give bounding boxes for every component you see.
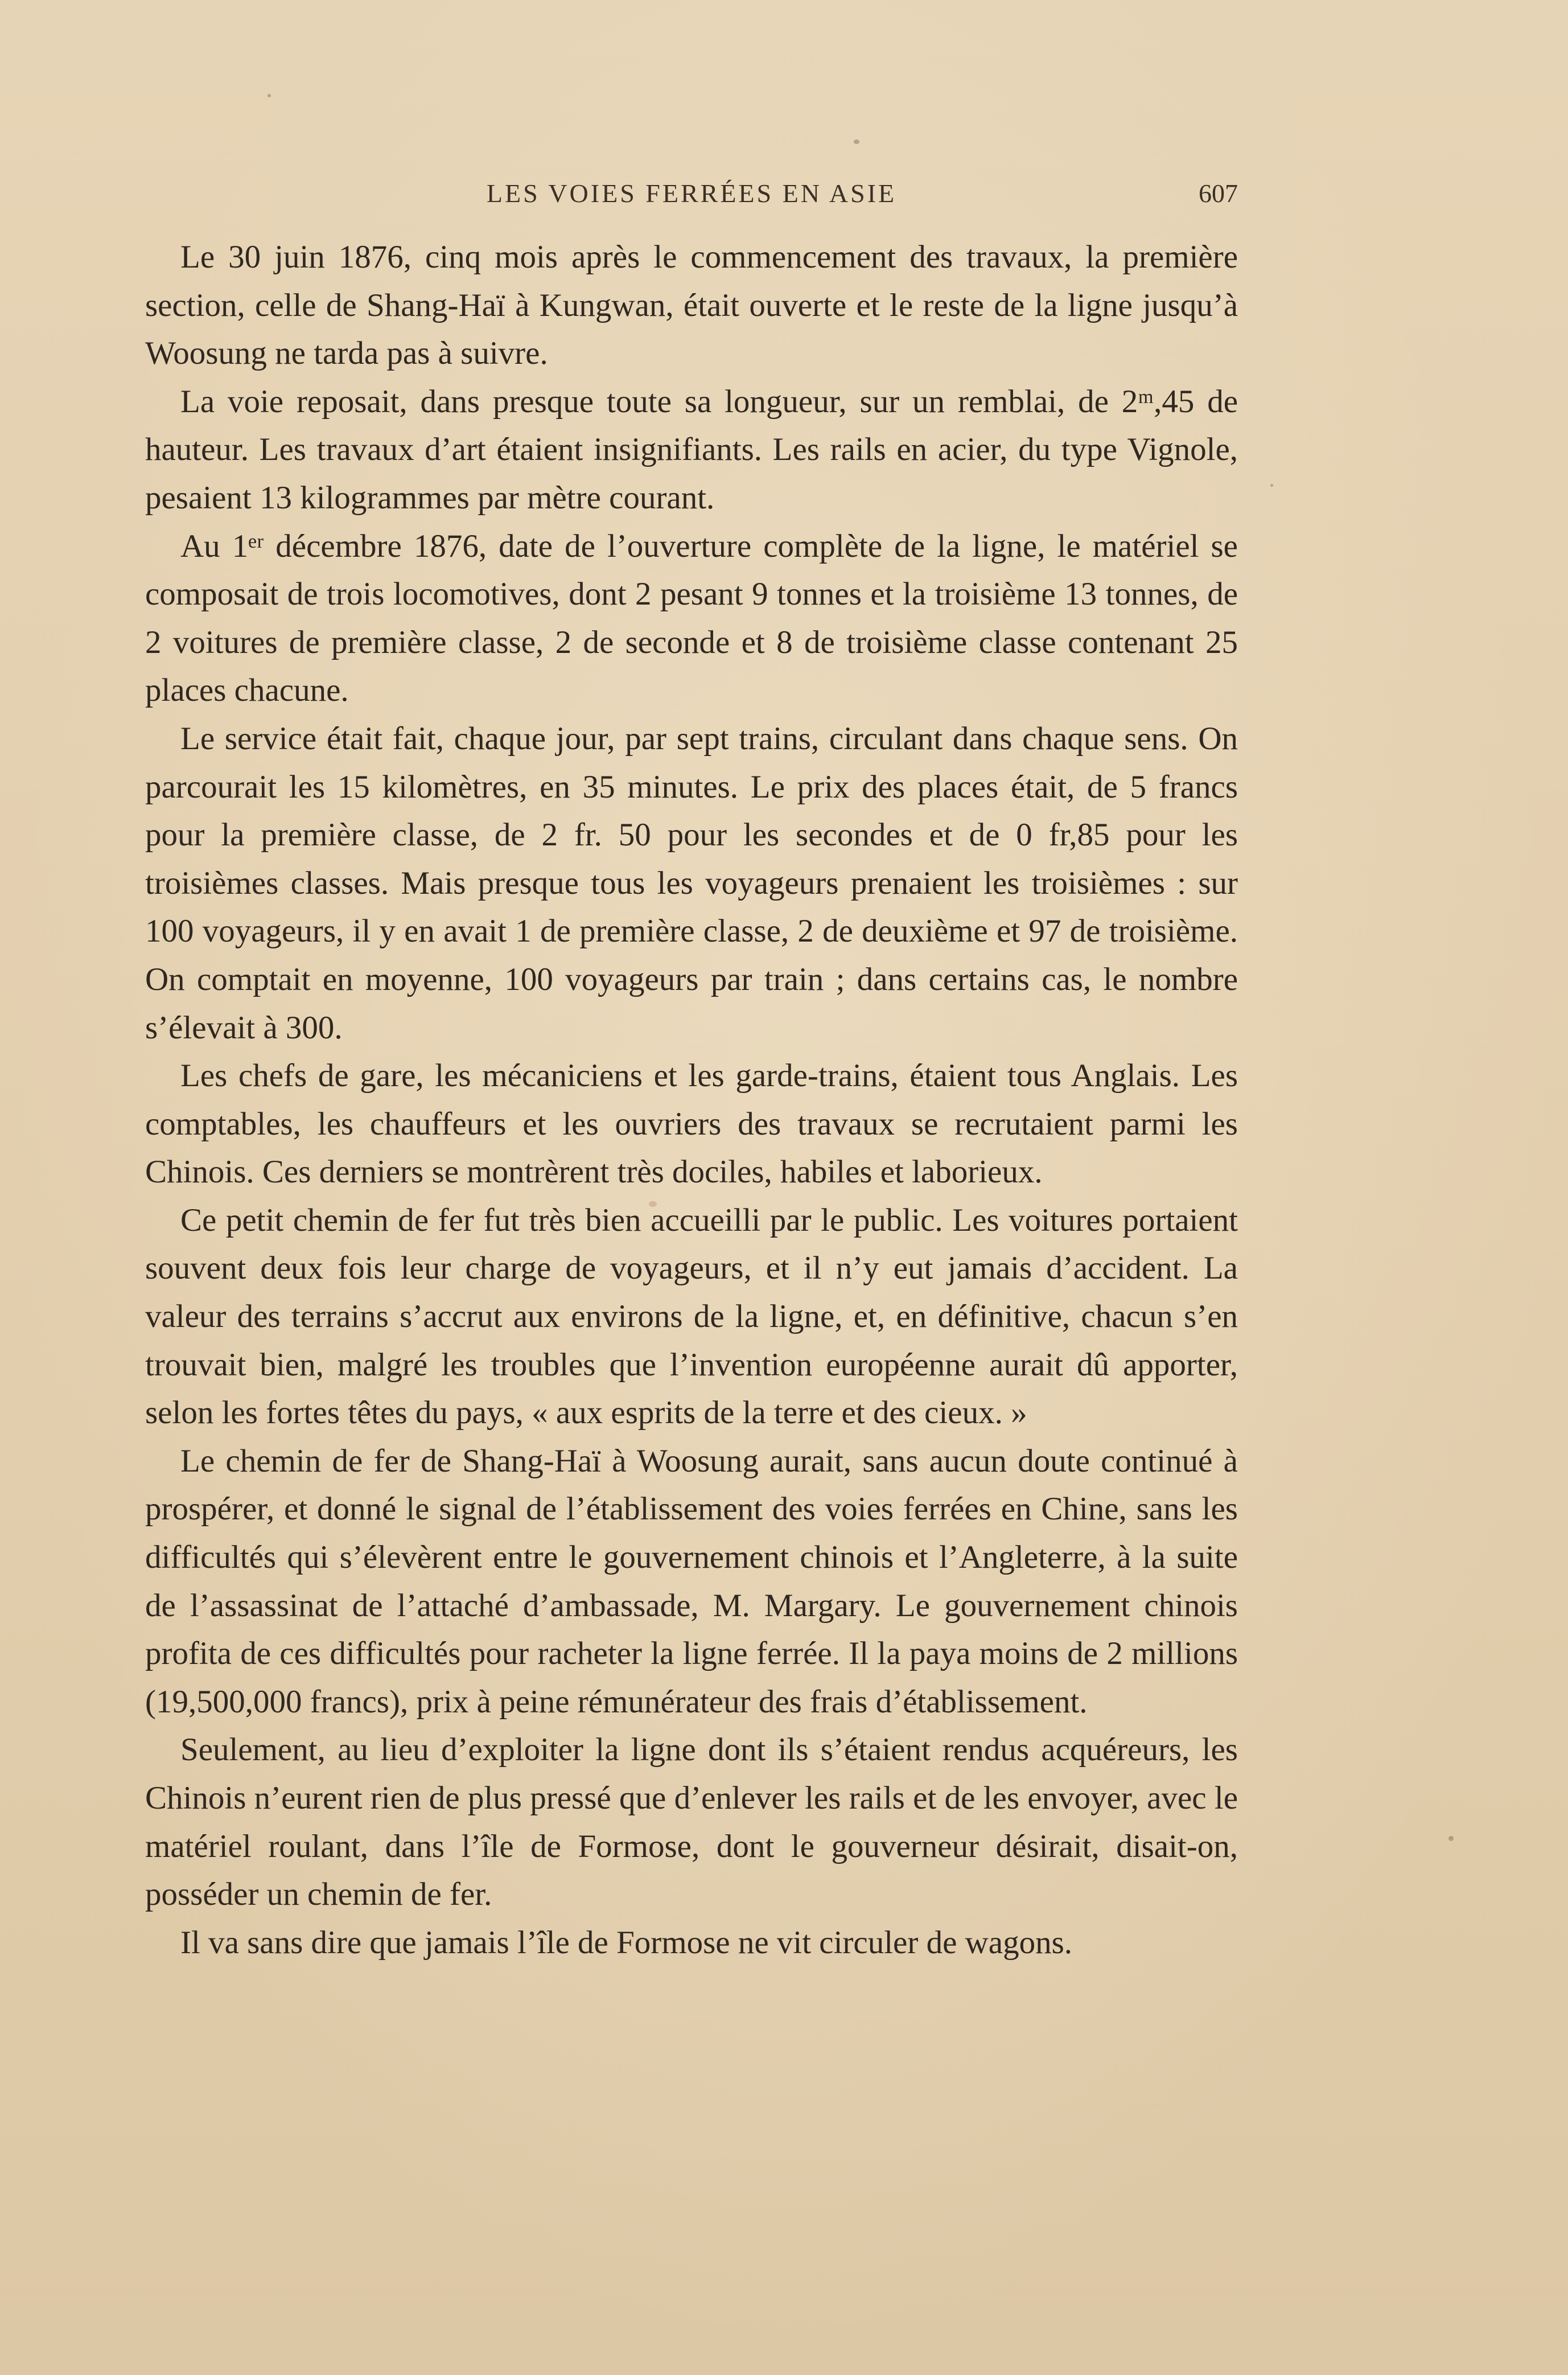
paragraph: Il va sans dire que jamais l’île de Formose ne vit circuler de wagons.	[180, 1924, 1073, 1961]
paragraph: La voie reposait, dans presque toute sa longueur, sur un remblai, de 2ᵐ,45 de hauteur. Les travaux d’art étaient insignifiants. Les rails en acier, du type Vignole, pesaient 13 kilogrammes par mètre courant.	[145, 383, 1238, 516]
paper-speck	[1270, 484, 1273, 487]
paragraph: Seulement, au lieu d’exploiter la ligne dont ils s’étaient rendus acquéreurs, les Chinois n’eurent rien de plus pressé que d’enlever les rails et de les envoyer, avec le matériel roulant, dans l’île de Formose, dont le gouverneur désirait, disait-on, posséder un chemin de fer.	[145, 1732, 1238, 1913]
paper-speck	[267, 94, 271, 97]
running-header	[145, 174, 1238, 213]
body-text	[145, 233, 1238, 1967]
paragraph: Le 30 juin 1876, cinq mois après le commencement des travaux, la première section, celle de Shang-Haï à Kungwan, était ouverte et le reste de la ligne jusqu’à Woosung ne tarda pas à suivre.	[145, 239, 1238, 372]
paragraph: Au 1ᵉʳ décembre 1876, date de l’ouverture complète de la ligne, le matériel se composait de trois locomotives, dont 2 pesant 9 tonnes et la troisième 13 tonnes, de 2 voitures de première classe, 2 de seconde et 8 de troisième classe contenant 25 places chacune.	[145, 528, 1238, 709]
running-title: LES VOIES FERRÉES EN ASIE	[486, 179, 897, 208]
paper-speck	[1448, 1836, 1454, 1841]
paragraph: Le service était fait, chaque jour, par sept trains, circulant dans chaque sens. On parcourait les 15 kilomètres, en 35 minutes. Le prix des places était, de 5 francs pour la première classe, de 2 fr. 50 pour les secondes et de 0 fr,85 pour les troisièmes classes. Mais presque tous les voyageurs prenaient les troisièmes : sur 100 voyageurs, il y en avait 1 de première classe, 2 de deuxième et 97 de troisième. On comptait en moyenne, 100 voyageurs par train ; dans certains cas, le nombre s’élevait à 300.	[145, 720, 1238, 1046]
paragraph: Le chemin de fer de Shang-Haï à Woosung aurait, sans aucun doute continué à prospérer, et donné le signal de l’établissement des voies ferrées en Chine, sans les difficultés qui s’élevèrent entre le gouvernement chinois et l’Angleterre, à la suite de l’assassinat de l’attaché d’ambassade, M. Margary. Le gouvernement chinois profita de ces difficultés pour racheter la ligne ferrée. Il la paya moins de 2 millions (19,500,000 francs), prix à peine rémunérateur des frais d’établissement.	[145, 1443, 1238, 1720]
page-number: 607	[1199, 179, 1238, 208]
paragraph: Les chefs de gare, les mécaniciens et les garde-trains, étaient tous Anglais. Les comptables, les chauffeurs et les ouvriers des travaux se recrutaient parmi les Chinois. Ces derniers se montrèrent très dociles, habiles et laborieux.	[145, 1058, 1238, 1190]
paragraph: Ce petit chemin de fer fut très bien accueilli par le public. Les voitures portaient souvent deux fois leur charge de voyageurs, et il n’y eut jamais d’accident. La valeur des terrains s’accrut aux environs de la ligne, et, en définitive, chacun s’en trouvait bien, malgré les troubles que l’invention européenne aurait dû apporter, selon les fortes têtes du pays, « aux esprits de la terre et des cieux. »	[145, 1202, 1238, 1431]
paper-speck	[854, 139, 859, 144]
